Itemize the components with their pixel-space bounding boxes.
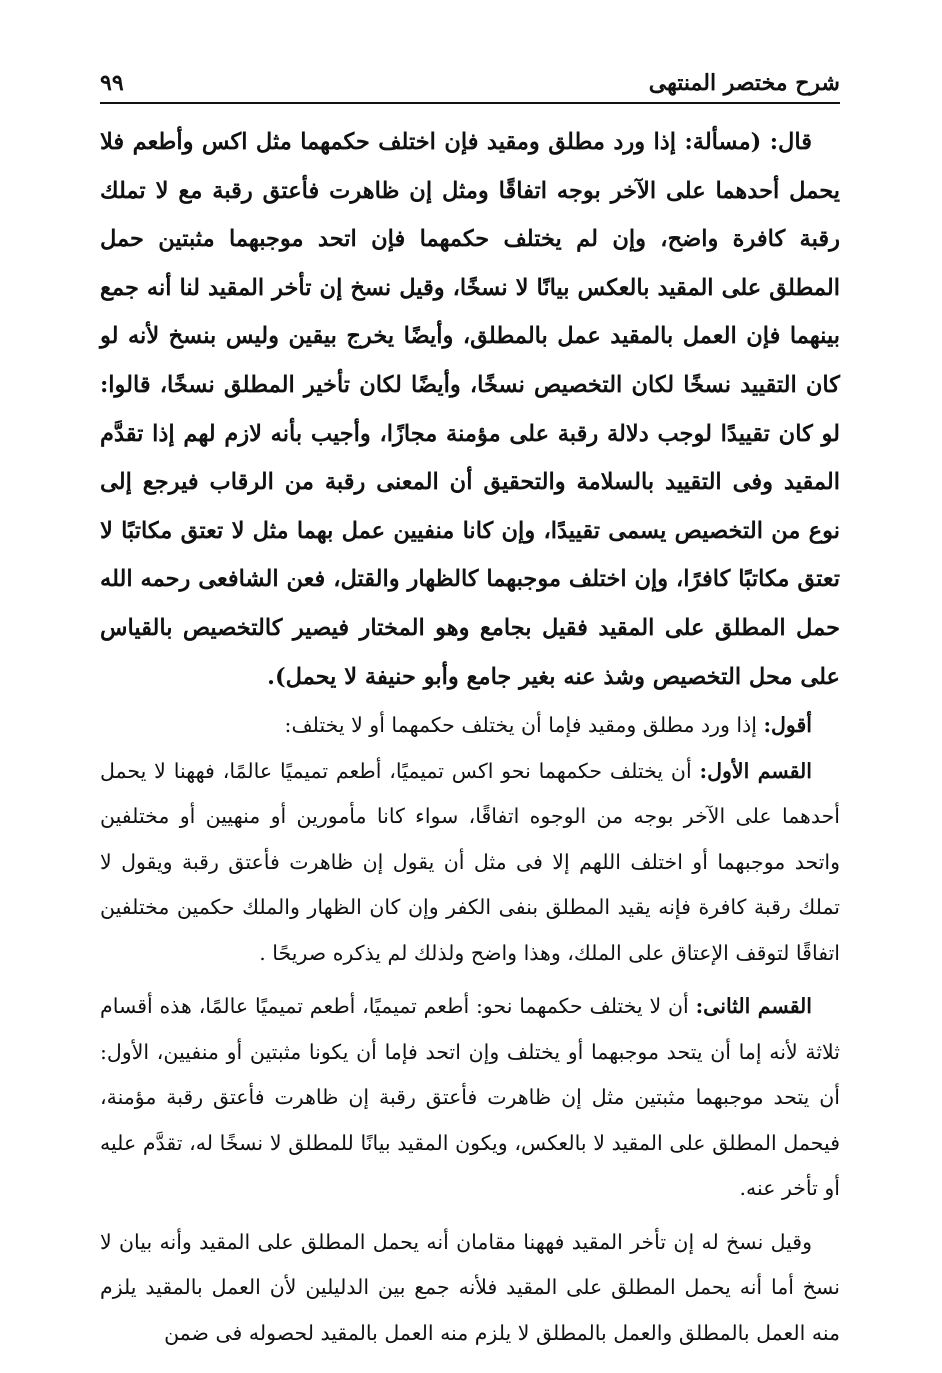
- running-title: شرح مختصر المنتهى: [648, 70, 840, 96]
- page-number: ٩٩: [100, 70, 124, 96]
- paragraph-text: إذا ورد مطلق ومقيد فإما أن يختلف حكمهما أو لا يختلف:: [284, 713, 764, 738]
- page-header: [100, 66, 840, 104]
- commentary-paragraph: [100, 703, 840, 749]
- matn-quote-paragraph: قال: (مسألة: إذا ورد مطلق ومقيد فإن اختلف حكمهما مثل اكس وأطعم فلا يحمل أحدهما على الآخر بوجه اتفاقًا ومثل إن ظاهرت فأعتق رقبة مع لا تملك رقبة كافرة واضح، وإن لم يختلف حكمهما فإن اتحد موجبهما مثبتين حمل المطلق على المقيد بالعكس بيانًا لا نسخًا، وقيل نسخ إن تأخر المقيد لنا أنه جمع بينهما فإن العمل بالمقيد عمل بالمطلق، وأيضًا يخرج بيقين وليس بنسخ لأنه لو كان التقييد نسخًا لكان التخصيص نسخًا، وأيضًا لكان تأخير المطلق نسخًا، قالوا: لو كان تقييدًا لوجب دلالة رقبة على مؤمنة مجازًا، وأجيب بأنه لازم لهم إذا تقدَّم المقيد وفى التقييد بالسلامة والتحقيق أن المعنى رقبة من الرقاب فيرجع إلى نوع من التخصيص يسمى تقييدًا، وإن كانا منفيين عمل بهما مثل لا تعتق مكاتبًا لا تعتق مكاتبًا كافرًا، وإن اختلف موجبهما كالظهار والقتل، فعن الشافعى رحمه الله حمل المطلق على المقيد فقيل بجامع وهو المختار فيصير كالتخصيص بالقياس على محل التخصيص وشذ عنه بغير جامع وأبو حنيفة لا يحمل).: [100, 129, 840, 690]
- commentary-paragraph: [100, 984, 840, 1212]
- paragraph-text: وقيل نسخ له إن تأخر المقيد فههنا مقامان أنه يحمل المطلق على المقيد وأنه بيان لا نسخ أما أنه يحمل المطلق على المقيد فلأنه جمع بين الدليلين لأن العمل بالمقيد يلزم منه العمل بالمطلق والعمل بالمطلق لا يلزم منه العمل بالمقيد لحصوله فى ضمن: [100, 1229, 840, 1345]
- commentary-paragraph: [100, 749, 840, 977]
- paragraph-text: أن لا يختلف حكمهما نحو: أطعم تميميًا، أطعم تميميًا عالمًا، هذه أقسام ثلاثة لأنه إما أن يتحد موجبهما أو يختلف وإن اتحد فإما أن يكونا مثبتين أو منفيين، الأول: أن يتحد موجبهما مثبتين مثل إن ظاهرت فأعتق رقبة إن ظاهرت فأعتق رقبة مؤمنة، فيحمل المطلق على المقيد لا بالعكس، ويكون المقيد بيانًا للمطلق لا نسخًا له، تقدَّم عليه أو تأخر عنه.: [100, 994, 840, 1201]
- paragraph-lead: أقول:: [763, 713, 812, 738]
- paragraph-lead: القسم الثانى:: [695, 994, 813, 1019]
- page-body: [100, 118, 840, 1356]
- commentary-paragraph: [100, 1220, 840, 1357]
- paragraph-text: أن يختلف حكمهما نحو اكس تميميًا، أطعم تميميًا عالمًا، فههنا لا يحمل أحدهما على الآخر بوجه من الوجوه اتفاقًا، سواء كانا مأمورين أو منهيين أو مختلفين واتحد موجبهما أو اختلف اللهم إلا فى مثل أن يقول إن ظاهرت فأعتق رقبة ويقول لا تملك رقبة كافرة فإنه يقيد المطلق بنفى الكفر وإن كان الظهار والملك حكمين مختلفين اتفاقًا لتوقف الإعتاق على الملك، وهذا واضح ولذلك لم يذكره صريحًا .: [100, 758, 840, 965]
- paragraph-lead: القسم الأول:: [699, 758, 812, 783]
